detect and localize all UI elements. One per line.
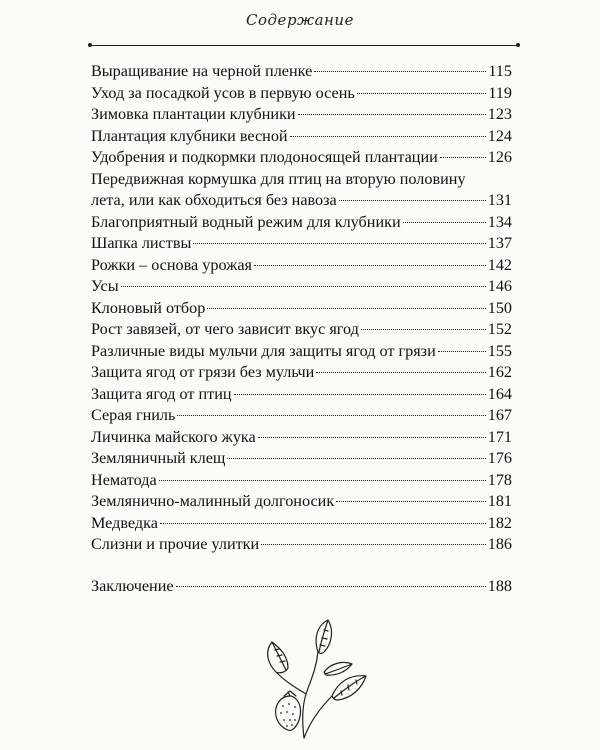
toc-entry: [91, 362, 512, 384]
dot-leader: [261, 544, 486, 545]
toc-entry-page: 131: [487, 191, 512, 209]
toc-entry: [91, 233, 512, 255]
toc-entry: [91, 169, 512, 212]
dot-leader: [193, 243, 485, 244]
toc-entry-title: Землянично-малинный долгоносик: [91, 492, 335, 510]
toc-entry-title: Серая гниль: [91, 406, 176, 424]
toc-entry-title: Заключение: [91, 576, 174, 595]
toc-entry: [91, 534, 512, 556]
toc-entry-title: Личинка майского жука: [91, 427, 256, 446]
toc-entry: [91, 61, 512, 83]
toc-entry-conclusion: [91, 576, 512, 598]
toc-entry-page: 155: [487, 341, 512, 360]
toc-entry: [91, 276, 512, 298]
table-of-contents: [91, 61, 512, 597]
dot-leader: [290, 136, 486, 137]
toc-entry: [91, 104, 512, 126]
toc-entry-title-line1: Передвижная кормушка для птиц на вторую половину: [91, 169, 466, 188]
toc-entry-page: 115: [488, 62, 512, 80]
toc-entry-page: 123: [487, 105, 512, 123]
toc-entry: [91, 427, 512, 449]
section-gap: [91, 556, 512, 576]
toc-entry: [91, 470, 512, 492]
rule-end-dot: [88, 43, 92, 47]
toc-entry-title: Шапка листвы: [91, 234, 192, 252]
toc-entry-page: 119: [488, 83, 512, 102]
dot-leader: [121, 286, 486, 287]
toc-entry-title: Плантация клубники весной: [91, 126, 288, 145]
toc-entry-title: Слизни и прочие улитки: [91, 535, 260, 553]
toc-entry-page: 134: [487, 212, 512, 231]
toc-entry-title: Земляничный клещ: [91, 449, 226, 467]
toc-entry-page: 152: [487, 320, 512, 338]
toc-entry: [91, 341, 512, 363]
toc-entry-line2: [91, 190, 512, 212]
dot-leader: [316, 372, 485, 373]
toc-entry: [91, 491, 512, 513]
toc-entry: [91, 448, 512, 470]
toc-entry: [91, 384, 512, 406]
toc-entry-page: 178: [487, 470, 512, 489]
toc-entry: [91, 319, 512, 341]
toc-entry-title: Защита ягод от птиц: [91, 384, 232, 403]
dot-leader: [403, 222, 486, 223]
page-header-title: Содержание: [246, 11, 354, 29]
dot-leader: [227, 458, 485, 459]
toc-entry-page: 162: [487, 363, 512, 381]
dot-leader: [314, 71, 486, 72]
toc-entry-page: 176: [487, 449, 512, 467]
toc-entry-page: 188: [487, 576, 512, 595]
dot-leader: [339, 200, 486, 201]
toc-entry-title: Выращивание на черной пленке: [91, 62, 313, 80]
toc-entry-page: 182: [487, 513, 512, 532]
strawberry-plant-icon: [258, 612, 378, 742]
dot-leader: [234, 394, 486, 395]
dot-leader: [177, 415, 485, 416]
toc-entry-page: 164: [487, 384, 512, 403]
toc-entry-title: Различные виды мульчи для защиты ягод от грязи: [91, 341, 436, 360]
toc-entry: [91, 212, 512, 234]
toc-entry: [91, 255, 512, 277]
dot-leader: [159, 480, 486, 481]
header-rule: [90, 45, 518, 46]
dot-leader: [438, 351, 486, 352]
dot-leader: [336, 501, 486, 502]
dot-leader: [207, 308, 485, 309]
toc-entry-title: Зимовка плантации клубники: [91, 105, 296, 123]
dot-leader: [298, 114, 486, 115]
toc-entry-title: Нематода: [91, 470, 157, 489]
dot-leader: [361, 329, 486, 330]
toc-entry-title: Рожки – основа урожая: [91, 255, 252, 274]
toc-entry: [91, 83, 512, 105]
toc-entry-title: Рост завязей, от чего зависит вкус ягод: [91, 320, 359, 338]
toc-entry-page: 126: [487, 148, 512, 166]
toc-entry-page: 186: [487, 535, 512, 553]
toc-entry-title: Уход за посадкой усов в первую осень: [91, 83, 355, 102]
toc-entry: [91, 513, 512, 535]
toc-entry-two-line: [91, 169, 512, 212]
toc-entry: [91, 147, 512, 169]
rule-end-dot: [516, 43, 520, 47]
dot-leader: [254, 265, 486, 266]
toc-entry-page: 150: [487, 298, 512, 317]
toc-entry-title: Благоприятный водный режим для клубники: [91, 212, 401, 231]
toc-entry-title: Защита ягод от грязи без мульчи: [91, 363, 315, 381]
toc-entry-title-line2: лета, или как обходиться без навоза: [91, 191, 337, 209]
toc-entry-page: 124: [487, 126, 512, 145]
dot-leader: [357, 93, 487, 94]
dot-leader: [176, 586, 486, 587]
toc-entry: [91, 405, 512, 427]
toc-entry-title: Удобрения и подкормки плодоносящей плантации: [91, 148, 438, 166]
toc-entry-page: 167: [487, 406, 512, 424]
toc-entry-page: 171: [487, 427, 512, 446]
dot-leader: [160, 523, 486, 524]
toc-entry-page: 181: [487, 492, 512, 510]
toc-entry-title: Усы: [91, 277, 119, 295]
toc-entry-page: 142: [487, 255, 512, 274]
toc-entry-page: 146: [487, 277, 512, 295]
toc-entry-title: Клоновый отбор: [91, 298, 206, 317]
dot-leader: [440, 157, 486, 158]
toc-entry-page: 137: [487, 234, 512, 252]
toc-entry: [91, 126, 512, 148]
toc-entry: [91, 298, 512, 320]
toc-entry-title: Медведка: [91, 513, 158, 532]
dot-leader: [258, 437, 486, 438]
